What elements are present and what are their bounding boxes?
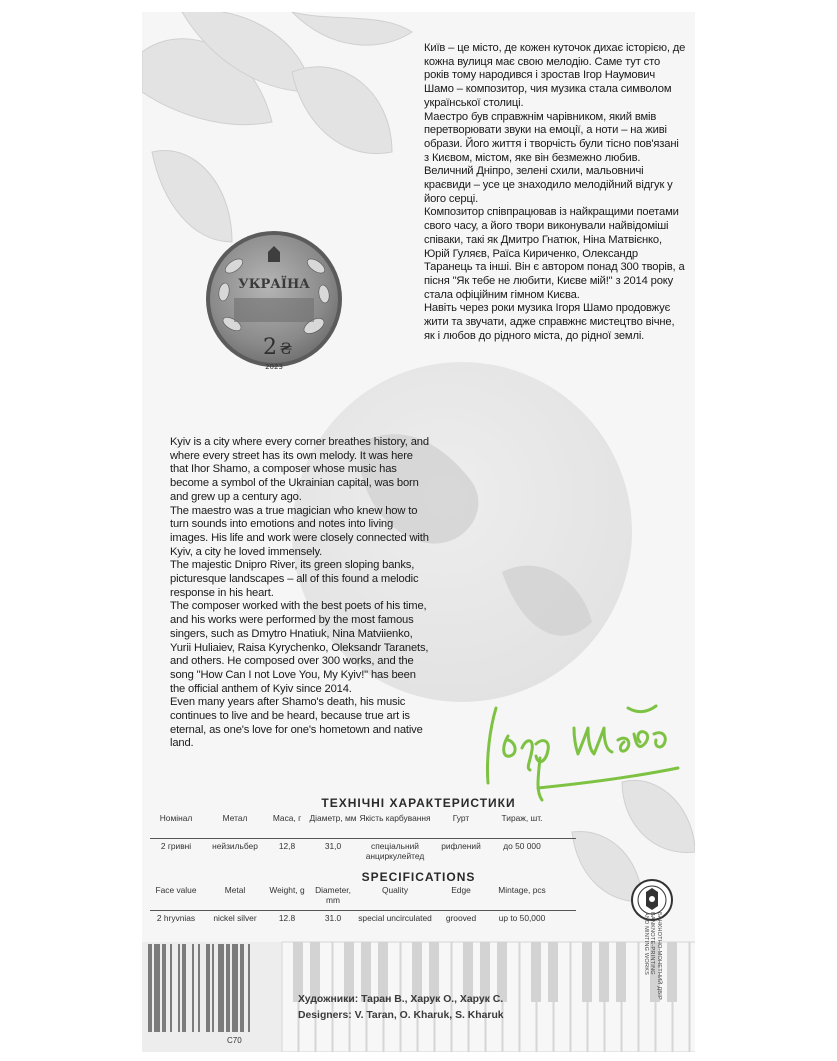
paragraph-ua-5: Навіть через роки музика Ігоря Шамо продовжує жити та звучати, адже справжнє мистецтво вічне, як і любов до рідного міста, до рідної землі. bbox=[424, 302, 675, 342]
paragraph-ua-1: Київ – це місто, де кожен куточок дихає історією, де кожна вулиця має свою мелодію. Саме тут сто років тому народився і зростав Ігор Наумович Шамо – композитор, чия музика стала символом української столиці. bbox=[424, 42, 686, 109]
barcode-bar bbox=[212, 944, 214, 1032]
barcode-bar bbox=[192, 944, 194, 1032]
piano-black-key bbox=[667, 942, 677, 1002]
piano-black-key bbox=[531, 942, 541, 1002]
spec-ua-header-cell: Номінал bbox=[159, 813, 193, 823]
piano-black-key bbox=[616, 942, 626, 1002]
spec-en-header-cell: Metal bbox=[224, 885, 246, 895]
spec-ua-value-cell: рифлений bbox=[441, 841, 481, 851]
barcode-bar bbox=[206, 944, 210, 1032]
spec-en-value-cell: grooved bbox=[445, 913, 477, 923]
piano-black-key bbox=[548, 942, 558, 1002]
paragraph-en-4: The composer worked with the best poets of his time, and his works were performed by the most famous singers, such as Dmytro Hnatiuk, Nina Matviienko, Yurii Huliaiev, Raisa Kyrychenko, Oleksandr Taranets, and others. He composed over 300 works, and the song "How Can I not Love You, My Kyiv!" has been the official anthem of Kyiv since 2014. bbox=[170, 600, 429, 695]
specs-ua-headers bbox=[148, 814, 578, 824]
spec-en-header-cell: Diameter, mm bbox=[315, 885, 351, 905]
spec-ua-header-cell: Гурт bbox=[452, 813, 470, 823]
coin-year: 2023 bbox=[265, 363, 283, 371]
spec-ua-value-cell: 2 гривні bbox=[160, 841, 192, 851]
spec-en-header-cell: Face value bbox=[155, 885, 197, 895]
spec-ua-header-cell: Тираж, шт. bbox=[501, 813, 543, 823]
designers-ua: Художники: Таран В., Харук О., Харук С. bbox=[298, 994, 504, 1005]
barcode-bar bbox=[226, 944, 230, 1032]
designers-en: Designers: V. Taran, O. Kharuk, S. Kharuk bbox=[298, 1010, 504, 1021]
hryvnia-sign-icon: ₴ bbox=[279, 339, 293, 358]
barcode-decoration bbox=[148, 944, 250, 1032]
barcode-bar bbox=[232, 944, 238, 1032]
barcode-bar bbox=[240, 944, 244, 1032]
spec-ua-value-cell: нейзильбер bbox=[212, 841, 258, 851]
spec-ua-value-cell: 31,0 bbox=[324, 841, 342, 851]
barcode-bar bbox=[154, 944, 160, 1032]
spec-en-value-cell: up to 50,000 bbox=[498, 913, 546, 923]
paragraph-ua-2: Маестро був справжнім чарівником, який вмів перетворювати звуки на емоції, а ноти – на живі образи. Його життя і творчість були тісно пов'язані з Києвом, містом, яке він безмежно любив. bbox=[424, 110, 679, 164]
spec-ua-value-cell: спеціальний анциркулейтед bbox=[365, 841, 425, 861]
spec-ua-header-cell: Діаметр, мм bbox=[309, 813, 357, 823]
spec-ua-value-cell: до 50 000 bbox=[503, 841, 541, 851]
paragraph-ua-3: Величний Дніпро, зелені схили, мальовничі краєвиди – усе це знаходило мелодійний відгук у його серці. bbox=[424, 165, 673, 205]
spec-en-header-cell: Mintage, pcs bbox=[498, 885, 546, 895]
spec-ua-header-cell: Маса, г bbox=[272, 813, 302, 823]
spec-en-value-cell: nickel silver bbox=[213, 913, 257, 923]
mint-side-text: БАНКНОТНО-МОНЕТНИЙ ДВІР BANKNOTE-PRINTING AND MINTING WORKS bbox=[643, 912, 662, 1000]
specs-en-divider bbox=[150, 910, 576, 911]
spec-en-value-cell: 12.8 bbox=[278, 913, 296, 923]
spec-en-header-cell: Weight, g bbox=[269, 885, 305, 895]
coin-legend: УКРАЇНА bbox=[238, 277, 310, 292]
barcode-bar bbox=[248, 944, 250, 1032]
spec-ua-header-cell: Метал bbox=[222, 813, 248, 823]
description-english bbox=[170, 436, 432, 751]
paragraph-en-2: The maestro was a true magician who knew how to turn sounds into emotions and notes into living images. His life and work were closely connected with Kyiv, a city he loved immensely. bbox=[170, 504, 429, 558]
spec-ua-header-cell: Якість карбування bbox=[359, 813, 431, 823]
paragraph-en-3: The majestic Dnipro River, its green sloping banks, picturesque landscapes – all of this found a melodic response in his heart. bbox=[170, 559, 419, 599]
spec-ua-value-cell: 12,8 bbox=[278, 841, 296, 851]
piano-white-key bbox=[690, 942, 695, 1052]
specs-en-values bbox=[148, 914, 578, 924]
piano-black-key bbox=[582, 942, 592, 1002]
designers-credits bbox=[298, 992, 504, 1024]
coin-image bbox=[204, 214, 344, 389]
spec-en-value-cell: 2 hryvnias bbox=[156, 913, 196, 923]
spec-en-header-cell: Quality bbox=[381, 885, 409, 895]
barcode-bar bbox=[218, 944, 224, 1032]
coin-denomination: 2 bbox=[263, 335, 277, 360]
specs-en-title: SPECIFICATIONS bbox=[361, 870, 476, 884]
specs-ua-title: ТЕХНІЧНІ ХАРАКТЕРИСТИКИ bbox=[321, 796, 516, 810]
barcode-bar bbox=[148, 944, 152, 1032]
paragraph-en-5: Even many years after Shamo's death, his music continues to live and be heard, because true art is eternal, as one's love for one's hometown and native land. bbox=[170, 696, 423, 750]
barcode-bar bbox=[170, 944, 172, 1032]
paragraph-ua-4: Композитор співпрацював із найкращими поетами свого часу, а його твори виконували найвідоміші співаки, такі як Дмитро Гнатюк, Ніна Матвієнко, Юрій Гуляєв, Раїса Кириченко, Олександр Таранець та інші. Він є автором понад 300 творів, а пісня "Як тебе не любити, Києве мій!" з 2014 року стала офіційним гімном Києва. bbox=[424, 206, 685, 301]
barcode-bar bbox=[178, 944, 180, 1032]
paragraph-en-1: Kyiv is a city where every corner breathes history, and where every street has its own melody. It was here that Ihor Shamo, a composer whose music has become a symbol of the Ukrainian capital, was born and grew up a century ago. bbox=[170, 436, 429, 503]
specs-en-headers bbox=[148, 886, 578, 905]
barcode-bar bbox=[198, 944, 200, 1032]
spec-en-value-cell: special uncirculated bbox=[358, 913, 432, 923]
spec-en-header-cell: Edge bbox=[451, 885, 471, 895]
barcode-bar bbox=[162, 944, 166, 1032]
specs-ua-divider bbox=[150, 838, 576, 839]
piano-black-key bbox=[599, 942, 609, 1002]
description-ukrainian bbox=[424, 42, 686, 343]
composer-signature bbox=[478, 688, 688, 808]
barcode-bar bbox=[182, 944, 186, 1032]
product-code: C70 bbox=[227, 1036, 242, 1045]
coin-card bbox=[142, 12, 695, 1052]
spec-en-value-cell: 31.0 bbox=[324, 913, 342, 923]
specs-ua-values bbox=[148, 842, 578, 861]
